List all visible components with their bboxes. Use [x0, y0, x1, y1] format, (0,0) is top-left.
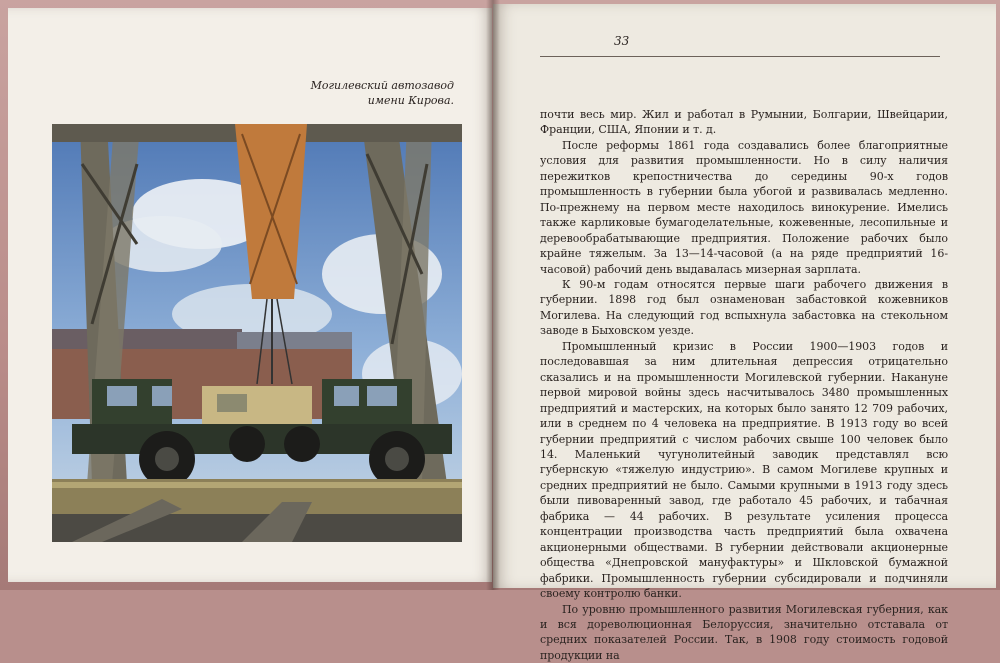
paragraph: почти весь мир. Жил и работал в Румынии, Болгарии, Швейцарии, Франции, США, Японии и т. д.: [540, 107, 948, 138]
book-gutter: [486, 0, 500, 590]
paragraph: Промышленный кризис в России 1900—1903 годов и последовавшая за ним длительная депрессия отрицательно сказались и на промышленности Могилевской губернии. Накануне первой мировой войны здесь насчитывалось 3480 промышленных предприятий и мастерских, на которых было занято 12 709 рабочих, или в среднем по 4 человека на предприятие. В 1913 году во всей губернии предприятий с числом рабочих свыше 100 человек было 14. Маленький чугунолитейный заводик представлял всю губернскую «тяжелую индустрию». В самом Могилеве крупных и средних предприятий не было. Самыми крупными в 1913 году здесь были пивоваренный завод, где работало 45 рабочих, и табачная фабрика — 44 рабочих. В результате усиления процесса концентрации производства часть предприятий была охвачена акционерными обществами. В губернии действовали акционерные общества «Днепровской мануфактуры» и Шкловской бумажной фабрики. Промышленность губернии субсидировали и подчиняли своему контролю банки.: [540, 339, 948, 602]
page-number: 33: [614, 34, 629, 48]
paragraph: После реформы 1861 года создавались более благоприятные условия для развития промышленности. Но в силу наличия пережитков крепостничества до середины 90-х годов промышленность в губернии была убогой и развивалась медленно. По-прежнему на первом месте находилось винокурение. Имелись также карликовые бумагоделательные, кожевенные, лесопильные и деревообрабатывающие предприятия. Положение рабочих было крайне тяжелым. За 13—14-часовой (а на ряде предприятий 16-часовой) рабочий день выдавалась мизерная зарплата.: [540, 138, 948, 277]
paragraph: По уровню промышленного развития Могилевская губерния, как и вся дореволюционная Белоруссия, значительно отставала от средних показателей России. Так, в 1908 году стоимость годовой продукции на: [540, 602, 948, 663]
header-rule: [540, 56, 940, 57]
paragraph: К 90-м годам относятся первые шаги рабочего движения в губернии. 1898 год был ознаменован забастовкой кожевников Могилева. На следующий год вспыхнула забастовка на стекольном заводе в Быховском уезде.: [540, 277, 948, 339]
caption-line-1: Могилевский автозавод: [311, 78, 454, 93]
photo-icon: [52, 124, 462, 542]
caption-line-2: имени Кирова.: [311, 93, 454, 108]
photo-caption: [311, 78, 454, 108]
factory-photo: [52, 124, 462, 542]
body-text: [540, 107, 948, 663]
